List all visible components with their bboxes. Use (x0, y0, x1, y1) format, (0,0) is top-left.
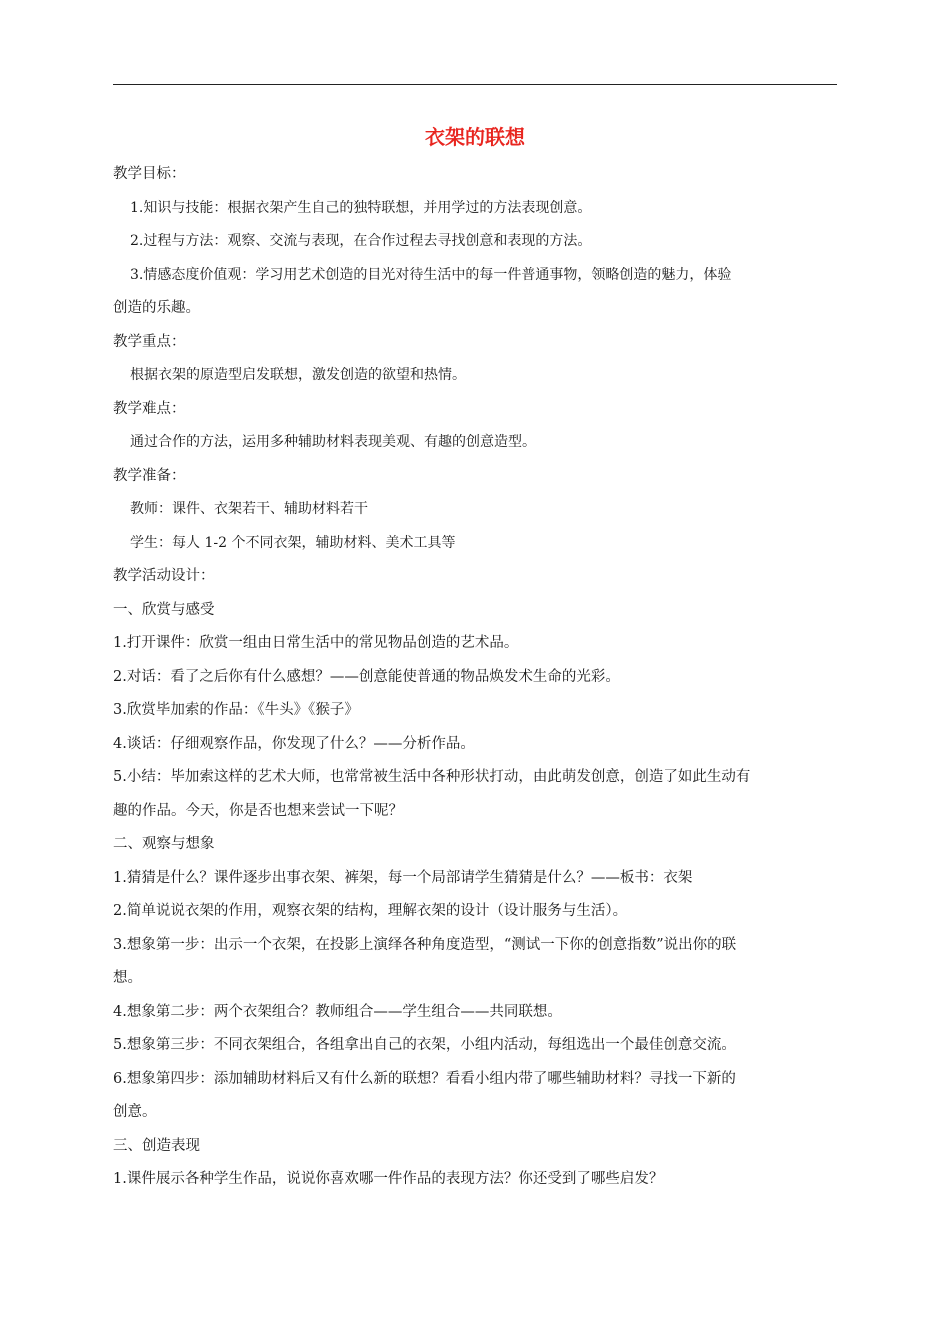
body-line: 教学准备： (113, 467, 186, 484)
body-line: 二、观察与想象 (113, 836, 215, 852)
body-line: 4.谈话：仔细观察作品，你发现了什么？——分析作品。 (113, 735, 475, 752)
document-title: 衣架的联想 (425, 125, 525, 149)
body-line: 2.对话：看了之后你有什么感想？——创意能使普通的物品焕发术生命的光彩。 (113, 668, 620, 685)
body-line: 3.欣赏毕加索的作品：《牛头》《猴子》 (113, 702, 359, 718)
body-line: 2.简单说说衣架的作用，观察衣架的结构，理解衣架的设计（设计服务与生活）。 (113, 903, 628, 919)
body-line: 2.过程与方法：观察、交流与表现，在合作过程去寻找创意和表现的方法。 (130, 233, 592, 249)
body-line: 三、创造表现 (113, 1137, 200, 1154)
body-line: 4.想象第二步：两个衣架组合？教师组合——学生组合——共同联想。 (113, 1003, 562, 1020)
body-line: 根据衣架的原造型启发联想，激发创造的欲望和热情。 (130, 367, 466, 383)
body-line: 3.想象第一步：出示一个衣架，在投影上演绎各种角度造型，“测试一下你的创意指数”说出你的联 (113, 936, 737, 953)
body-line: 1.猜猜是什么？课件逐步出事衣架、裤架，每一个局部请学生猜猜是什么？——板书：衣架 (113, 869, 693, 886)
body-line: 通过合作的方法，运用多种辅助材料表现美观、有趣的创意造型。 (130, 434, 536, 450)
body-line: 一、欣赏与感受 (113, 601, 215, 618)
body-line: 想。 (113, 970, 142, 986)
body-line: 5.想象第三步：不同衣架组合，各组拿出自己的衣架，小组内活动，每组选出一个最佳创意交流。 (113, 1037, 736, 1053)
header-rule (113, 84, 837, 85)
body-line: 趣的作品。今天，你是否也想来尝试一下呢？ (113, 802, 403, 819)
body-line: 5.小结：毕加索这样的艺术大师，也常常被生活中各种形状打动，由此萌发创意，创造了如此生动有 (113, 769, 751, 785)
document-body (113, 158, 837, 1197)
body-line: 教学重点： (113, 333, 186, 350)
body-line: 3.情感态度价值观：学习用艺术创造的目光对待生活中的每一件普通事物，领略创造的魅力，体验 (130, 266, 732, 283)
body-line: 创造的乐趣。 (113, 300, 200, 316)
body-line: 创意。 (113, 1104, 157, 1120)
body-line: 教学目标： (113, 166, 186, 182)
body-line: 1.打开课件：欣赏一组由日常生活中的常见物品创造的艺术品。 (113, 635, 519, 651)
body-line: 教学活动设计： (113, 568, 215, 584)
body-line: 教师：课件、衣架若干、辅助材料若干 (130, 501, 368, 517)
body-line: 学生：每人 1-2 个不同衣架，辅助材料、美术工具等 (130, 534, 456, 551)
body-line: 1.知识与技能：根据衣架产生自己的独特联想，并用学过的方法表现创意。 (130, 199, 592, 216)
body-line: 6.想象第四步：添加辅助材料后又有什么新的联想？看看小组内带了哪些辅助材料？寻找一下新的 (113, 1070, 736, 1087)
body-line: 1.课件展示各种学生作品，说说你喜欢哪一件作品的表现方法？你还受到了哪些启发？ (113, 1171, 664, 1187)
body-line: 教学难点： (113, 400, 186, 417)
